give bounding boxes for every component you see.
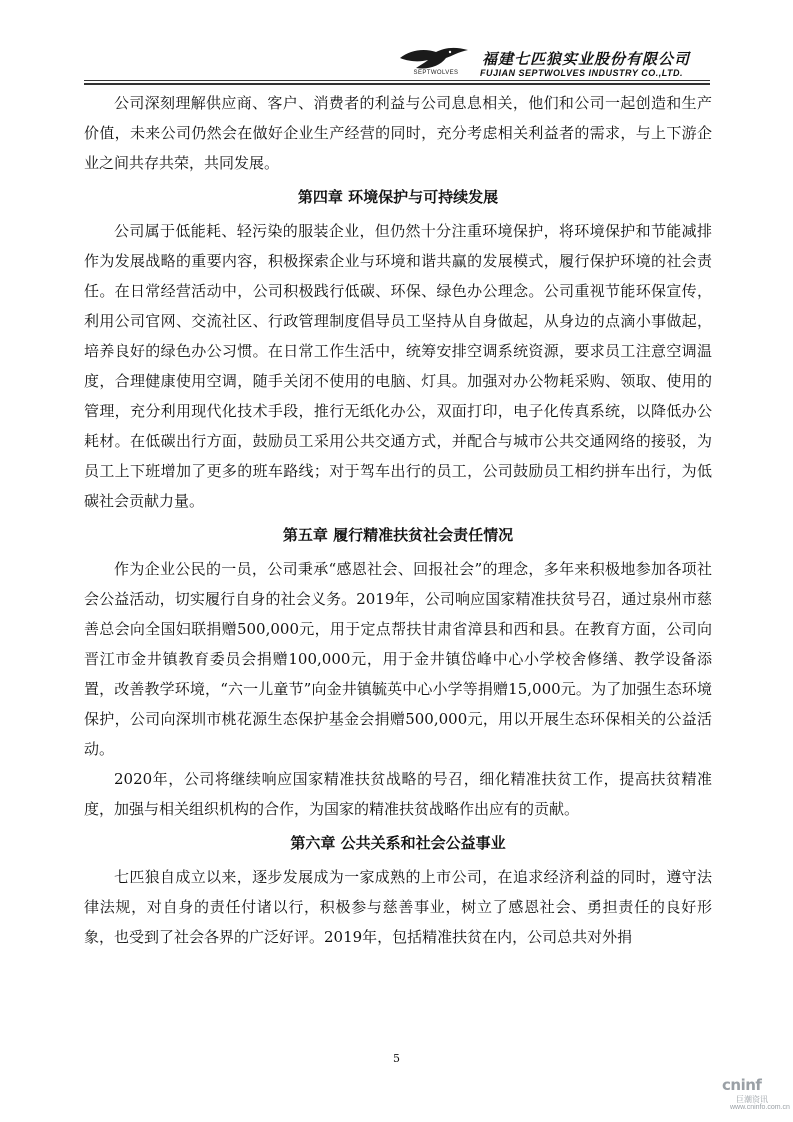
page-number: 5 <box>393 1052 400 1065</box>
document-body <box>84 88 712 952</box>
chapter-6-title: 第六章 公共关系和社会公益事业 <box>290 834 506 852</box>
header-divider <box>84 80 710 81</box>
page-header <box>398 44 708 80</box>
paragraph-poverty-alleviation: 作为企业公民的一员，公司秉承“感恩社会、回报社会”的理念，多年来积极地参加各项社会公益活动，切实履行自身的社会义务。2019年，公司响应国家精准扶贫号召，通过泉州市慈善总会向全国妇联捐赠500,000元，用于定点帮扶甘肃省漳县和西和县。在教育方面，公司向晋江市金井镇教育委员会捐赠100,000元，用于金井镇岱峰中心小学校舍修缮、教学设备添置，改善教学环境，“六一儿童节”向金井镇毓英中心小学等捐赠15,000元。为了加强生态环境保护，公司向深圳市桃花源生态保护基金会捐赠500,000元，用以开展生态环保相关的公益活动。 <box>84 560 712 758</box>
cninfo-brand-cn: 巨潮资讯 <box>736 1095 768 1104</box>
logo-subtitle: SEPTWOLVES <box>413 70 459 76</box>
paragraph-stakeholders: 公司深刻理解供应商、客户、消费者的利益与公司息息相关，他们和公司一起创造和生产价值，未来公司仍然会在做好企业生产经营的同时，充分考虑相关利益者的需求，与上下游企业之间共存共荣，共同发展。 <box>84 94 712 172</box>
company-name-cn: 福建七匹狼实业股份有限公司 <box>482 50 691 68</box>
paragraph-2020-plan: 2020年，公司将继续响应国家精准扶贫战略的号召，细化精准扶贫工作，提高扶贫精准度，加强与相关组织机构的合作，为国家的精准扶贫战略作出应有的贡献。 <box>84 770 712 818</box>
cninfo-watermark <box>722 1076 788 1116</box>
cninfo-brand: cninf <box>722 1076 762 1094</box>
cninfo-url: www.cninfo.com.cn <box>730 1104 790 1111</box>
header-divider-thick <box>84 83 710 85</box>
paragraph-environment: 公司属于低能耗、轻污染的服装企业，但仍然十分注重环境保护，将环境保护和节能减排作为发展战略的重要内容，积极探索企业与环境和谐共赢的发展模式，履行保护环境的社会责任。在日常经营活动中，公司积极践行低碳、环保、绿色办公理念。公司重视节能环保宣传，利用公司官网、交流社区、行政管理制度倡导员工坚持从自身做起，从身边的点滴小事做起，培养良好的绿色办公习惯。在日常工作生活中，统筹安排空调系统资源，要求员工注意空调温度，合理健康使用空调，随手关闭不使用的电脑、灯具。加强对办公物耗采购、领取、使用的管理，充分利用现代化技术手段，推行无纸化办公，双面打印，电子化传真系统，以降低办公耗材。在低碳出行方面，鼓励员工采用公共交通方式，并配合与城市公共交通网络的接驳，为员工上下班增加了更多的班车路线；对于驾车出行的员工，公司鼓励员工相约拼车出行，为低碳社会贡献力量。 <box>84 222 712 510</box>
company-name-en: FUJIAN SEPTWOLVES INDUSTRY CO.,LTD. <box>480 68 684 78</box>
chapter-5-title: 第五章 履行精准扶贫社会责任情况 <box>282 526 514 544</box>
chapter-4-title: 第四章 环境保护与可持续发展 <box>297 188 499 206</box>
paragraph-public-welfare: 七匹狼自成立以来，逐步发展成为一家成熟的上市公司，在追求经济利益的同时，遵守法律法规，对自身的责任付诸以行，积极参与慈善事业，树立了感恩社会、勇担责任的良好形象，也受到了社会各界的广泛好评。2019年，包括精准扶贫在内，公司总共对外捐 <box>84 868 712 946</box>
